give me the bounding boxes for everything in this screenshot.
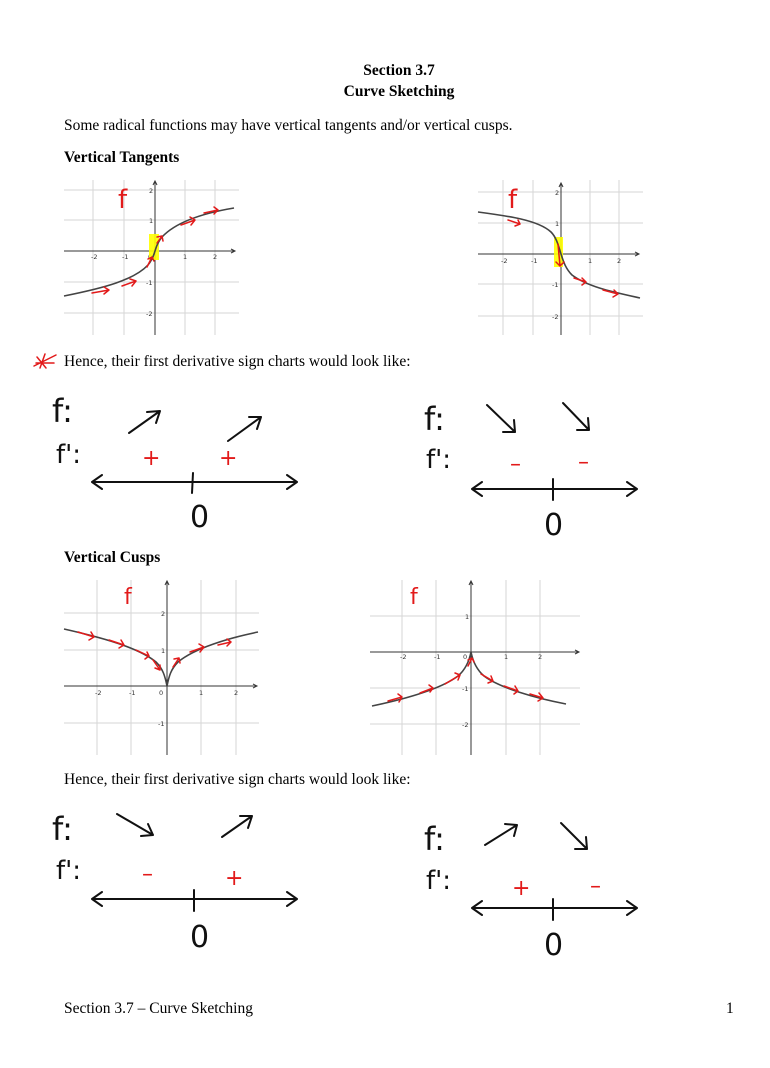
tick-y-neg1: -1	[552, 281, 559, 289]
sign-chart-zero: 0	[190, 920, 210, 955]
sign-plus-right: +	[225, 866, 244, 891]
arrow-down-right-icon	[117, 814, 153, 836]
footer-text: Section 3.7 – Curve Sketching	[64, 1000, 253, 1017]
tick-y-1: 1	[161, 647, 166, 655]
sign-plus-left: +	[142, 446, 161, 471]
tick-x-1: 1	[183, 253, 188, 261]
arrow-down-right-icon	[563, 403, 589, 430]
tick-x-neg1: -1	[122, 253, 129, 261]
graph-f-label: f	[410, 585, 418, 610]
sign-minus-right: –	[590, 874, 601, 899]
tick-x-neg1: -1	[434, 653, 441, 661]
tick-y-neg2: -2	[146, 310, 153, 318]
arrow-down-right-icon	[561, 823, 587, 849]
sign-chart-fprime-label: f':	[426, 445, 452, 475]
sign-chart-fprime-label: f':	[56, 856, 82, 886]
graph-cusp-down	[64, 580, 259, 755]
vertical-tangents-heading: Vertical Tangents	[64, 149, 180, 166]
tick-x-1: 1	[199, 689, 204, 697]
sign-chart-f-label: f:	[424, 400, 445, 438]
vertical-cusps-heading: Vertical Cusps	[64, 549, 161, 566]
graph-f-label: f	[124, 585, 132, 610]
graph-vertical-tangent-increasing	[64, 180, 239, 335]
graph-vertical-tangent-decreasing	[478, 180, 643, 335]
sign-chart-fprime-label: f':	[426, 866, 452, 896]
tick-y-2: 2	[555, 189, 560, 197]
sign-chart-f-label: f:	[52, 810, 73, 848]
tick-x-1: 1	[588, 257, 593, 265]
tick-y-neg1: -1	[146, 279, 153, 287]
tick-y-2: 2	[161, 610, 166, 618]
graph-f-label: f	[508, 185, 518, 215]
sign-chart-f-label: f:	[52, 392, 73, 430]
arrow-up-right-icon	[129, 411, 160, 433]
sign-chart-tangent-decreasing	[465, 400, 645, 505]
tick-x-2: 2	[234, 689, 239, 697]
sign-minus-left: –	[142, 862, 153, 887]
tick-x-neg1: -1	[531, 257, 538, 265]
tick-x-0: 0	[159, 689, 164, 697]
graph-f-label: f	[118, 185, 128, 215]
tick-x-neg2: -2	[400, 653, 407, 661]
tick-y-neg1: -1	[462, 685, 469, 693]
tick-y-neg2: -2	[462, 721, 469, 729]
number-line	[472, 901, 637, 915]
tick-y-1: 1	[149, 217, 154, 225]
tick-x-neg2: -2	[95, 689, 102, 697]
arrow-down-right-icon	[487, 405, 515, 432]
tick-x-0: 0	[463, 653, 468, 661]
number-line	[472, 482, 637, 496]
page-title: Curve Sketching	[343, 83, 455, 100]
intro-text: Some radical functions may have vertical tangents and/or vertical cusps.	[64, 117, 513, 134]
page-number: 1	[726, 1000, 734, 1017]
tick-x-1: 1	[504, 653, 509, 661]
tick-y-1: 1	[465, 613, 470, 621]
tick-x-2: 2	[213, 253, 218, 261]
tick-y-1: 1	[555, 220, 560, 228]
hence-text-tangents: Hence, their first derivative sign charts would look like:	[64, 353, 411, 370]
sign-chart-tangent-increasing	[85, 405, 305, 500]
sign-chart-zero: 0	[544, 928, 564, 963]
tick-y-2: 2	[149, 187, 154, 195]
sign-minus-left: –	[510, 452, 521, 477]
tick-x-neg1: -1	[129, 689, 136, 697]
sign-chart-f-label: f:	[424, 820, 445, 858]
tick-x-2: 2	[617, 257, 622, 265]
arrow-up-right-icon	[222, 816, 252, 837]
tick-y-neg2: -2	[552, 313, 559, 321]
section-number: Section 3.7	[363, 62, 435, 79]
tick-x-neg2: -2	[501, 257, 508, 265]
graph-cusp-up	[370, 580, 580, 755]
sign-chart-zero: 0	[544, 508, 564, 543]
sign-minus-right: –	[578, 450, 589, 475]
tick-x-neg2: -2	[91, 253, 98, 261]
sign-chart-zero: 0	[190, 500, 210, 535]
sign-chart-cusp-up	[465, 815, 645, 925]
arrow-up-right-icon	[228, 417, 261, 441]
tick-x-2: 2	[538, 653, 543, 661]
number-line	[92, 475, 297, 489]
pencil-star-icon	[32, 352, 58, 370]
arrow-up-right-icon	[485, 824, 517, 845]
hence-text-cusps: Hence, their first derivative sign charts would look like:	[64, 771, 411, 788]
tick-y-neg1: -1	[158, 720, 165, 728]
sign-plus-right: +	[219, 446, 238, 471]
tick-zero	[192, 473, 193, 493]
sign-chart-fprime-label: f':	[56, 440, 82, 470]
sign-plus-left: +	[512, 876, 531, 901]
sign-chart-cusp-down	[85, 805, 305, 915]
